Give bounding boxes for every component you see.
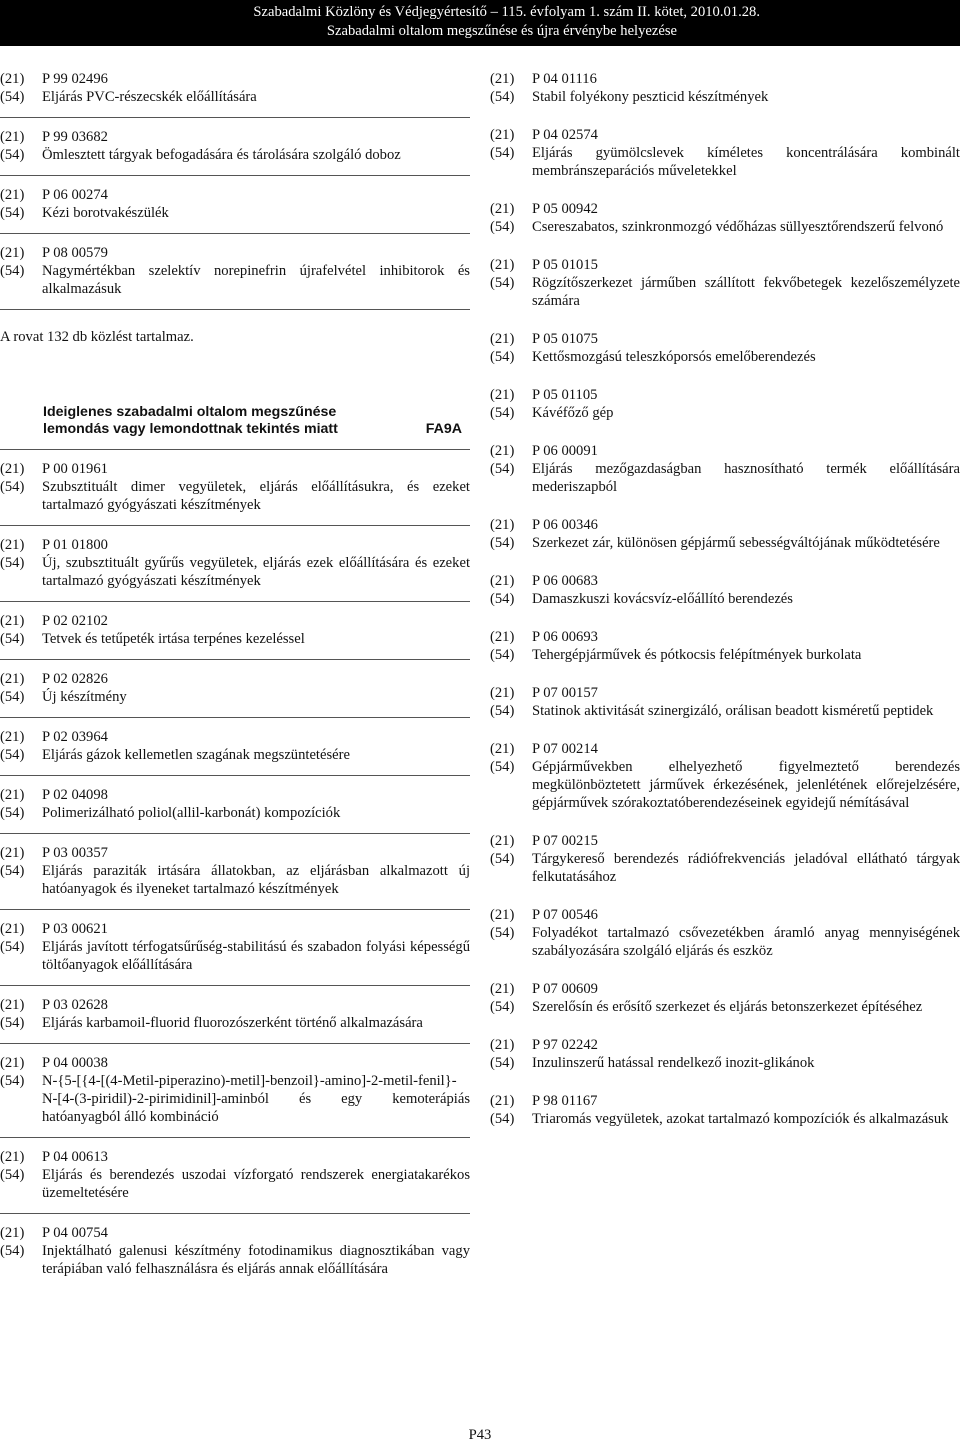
patent-title: Damaszkuszi kovácsvíz-előállító berendezés <box>532 591 793 607</box>
patent-title: Eljárás gázok kellemetlen szagának megszüntetésére <box>42 747 350 763</box>
patent-entry <box>490 330 960 366</box>
patent-number: P 98 01167 <box>532 1093 598 1109</box>
patent-entry <box>0 536 470 590</box>
divider <box>490 422 960 442</box>
patent-title: Eljárás gyümölcslevek kíméletes koncentrálására kombinált membránszeparációs műveletekkel <box>532 145 960 179</box>
patent-title: Csereszabatos, szinkronmozgó védőházas süllyesztőrendszerű felvonó <box>532 219 944 235</box>
divider <box>0 233 470 234</box>
patent-entry <box>490 684 960 720</box>
divider <box>490 608 960 628</box>
field-code-54: (54) <box>490 591 515 607</box>
section-heading-line2: lemondás vagy lemondottnak tekintés miatt <box>43 421 338 437</box>
divider <box>0 525 470 526</box>
patent-title: Új, szubsztituált gyűrűs vegyületek, eljárás ezek előállítására és ezeket tartalmazó gyógyászati készítmények <box>42 555 470 589</box>
patent-entry <box>490 740 960 812</box>
divider <box>0 175 470 176</box>
field-code-54: (54) <box>490 89 515 105</box>
field-code-54: (54) <box>490 349 515 365</box>
divider <box>0 909 470 910</box>
patent-entry <box>0 128 470 164</box>
patent-entry <box>0 670 470 706</box>
divider <box>490 960 960 980</box>
field-code-21: (21) <box>0 787 25 803</box>
patent-entry <box>490 126 960 180</box>
patent-entry <box>0 460 470 514</box>
section-title: Szabadalmi oltalom megszűnése és újra érvénybe helyezése <box>326 23 677 39</box>
patent-number: P 02 03964 <box>42 729 108 745</box>
patent-title: Gépjárművekben elhelyezhető figyelmeztető berendezés megkülönböztetett járművek érkezésének, jelenlétének előrejelzésére, gépjárművek szórakoztatóberendezéseinek egyidejű némításával <box>532 759 960 811</box>
patent-number: P 05 01075 <box>532 331 598 347</box>
patent-title: Szubsztituált dimer vegyületek, eljárás előállításukra, és ezeket tartalmazó gyógyászati készítmények <box>42 479 470 513</box>
field-code-54: (54) <box>490 1111 515 1127</box>
patent-title: Eljárás karbamoil-fluorid fluorozószerként történő alkalmazására <box>42 1015 423 1031</box>
patent-title: Triaromás vegyületek, azokat tartalmazó kompozíciók és alkalmazásuk <box>532 1111 949 1127</box>
patent-number: P 04 01116 <box>532 71 597 87</box>
field-code-54: (54) <box>0 1167 25 1183</box>
patent-number: P 04 00038 <box>42 1055 108 1071</box>
patent-number: P 05 01105 <box>532 387 598 403</box>
patent-title: Eljárás PVC-részecskék előállítására <box>42 89 257 105</box>
patent-entry <box>0 70 470 106</box>
patent-number: P 00 01961 <box>42 461 108 477</box>
patent-title: Tetvek és tetűpeték irtása terpénes kezeléssel <box>42 631 305 647</box>
field-code-21: (21) <box>0 997 25 1013</box>
field-code-21: (21) <box>490 443 515 459</box>
patent-number: P 07 00157 <box>532 685 598 701</box>
field-code-21: (21) <box>490 71 515 87</box>
patent-title: Ömlesztett tárgyak befogadására és tárolására szolgáló doboz <box>42 147 401 163</box>
field-code-54: (54) <box>490 703 515 719</box>
field-code-54: (54) <box>0 1073 25 1089</box>
left-column <box>0 70 470 1278</box>
field-code-54: (54) <box>490 145 515 161</box>
field-code-21: (21) <box>490 833 515 849</box>
field-code-54: (54) <box>0 805 25 821</box>
patent-number: P 07 00546 <box>532 907 598 923</box>
patent-title: Eljárás javított térfogatsűrűség-stabilitású és szabadon folyási képességű töltőanyagok előállítására <box>42 939 470 973</box>
patent-number: P 97 02242 <box>532 1037 598 1053</box>
field-code-21: (21) <box>0 1149 25 1165</box>
divider <box>0 601 470 602</box>
patent-number: P 02 02102 <box>42 613 108 629</box>
patent-entry <box>490 832 960 886</box>
divider <box>490 236 960 256</box>
field-code-54: (54) <box>0 147 25 163</box>
patent-title: Inzulinszerű hatással rendelkező inozit-glikánok <box>532 1055 815 1071</box>
field-code-54: (54) <box>490 925 515 941</box>
field-code-21: (21) <box>0 1055 25 1071</box>
patent-number: P 07 00214 <box>532 741 598 757</box>
section-code: FA9A <box>425 421 462 437</box>
field-code-21: (21) <box>0 729 25 745</box>
field-code-54: (54) <box>0 863 25 879</box>
patent-number: P 06 00274 <box>42 187 108 203</box>
field-code-54: (54) <box>0 1015 25 1031</box>
field-code-21: (21) <box>0 845 25 861</box>
patent-title: Szerelősín és erősítő szerkezet és eljárás betonszerkezet építéséhez <box>532 999 923 1015</box>
patent-entry <box>490 442 960 496</box>
field-code-21: (21) <box>0 245 25 261</box>
field-code-21: (21) <box>490 1037 515 1053</box>
field-code-21: (21) <box>0 671 25 687</box>
page-header <box>0 0 960 46</box>
patent-title: N-{5-[{4-[(4-Metil-piperazino)-metil]-benzoil}-amino]-2-metil-fenil}-N-[4-(3-piridil)-2-pirimidinil]-aminból és egy kemoterápiás hatóanyagból álló kombináció <box>42 1073 470 1125</box>
patent-entry <box>490 906 960 960</box>
divider <box>490 552 960 572</box>
field-code-54: (54) <box>490 275 515 291</box>
patent-title: Tehergépjárművek és pótkocsis felépítmények burkolata <box>532 647 862 663</box>
patent-number: P 03 02628 <box>42 997 108 1013</box>
divider <box>490 310 960 330</box>
left-top-entries <box>0 70 470 298</box>
divider <box>0 309 470 310</box>
divider <box>0 833 470 834</box>
section-count-note: A rovat 132 db közlést tartalmaz. <box>0 329 194 345</box>
patent-entry <box>0 996 470 1032</box>
field-code-54: (54) <box>490 759 515 775</box>
field-code-54: (54) <box>0 1243 25 1259</box>
patent-title: Nagymértékban szelektív norepinefrin újrafelvétel inhibitorok és alkalmazásuk <box>42 263 470 297</box>
patent-entry <box>490 516 960 552</box>
field-code-21: (21) <box>0 129 25 145</box>
divider <box>0 985 470 986</box>
field-code-21: (21) <box>490 629 515 645</box>
field-code-21: (21) <box>490 257 515 273</box>
patent-entry <box>490 200 960 236</box>
field-code-54: (54) <box>0 631 25 647</box>
divider <box>490 886 960 906</box>
field-code-21: (21) <box>490 517 515 533</box>
patent-number: P 04 02574 <box>532 127 598 143</box>
field-code-21: (21) <box>490 573 515 589</box>
patent-entry <box>0 1148 470 1202</box>
field-code-21: (21) <box>0 1225 25 1241</box>
patent-number: P 08 00579 <box>42 245 108 261</box>
field-code-21: (21) <box>490 1093 515 1109</box>
field-code-54: (54) <box>490 405 515 421</box>
field-code-21: (21) <box>0 537 25 553</box>
field-code-54: (54) <box>490 535 515 551</box>
patent-title: Polimerizálható poliol(allil-karbonát) kompozíciók <box>42 805 341 821</box>
patent-title: Eljárás mezőgazdaságban hasznosítható termék előállítására mederiszapból <box>532 461 960 495</box>
patent-entry <box>490 386 960 422</box>
field-code-54: (54) <box>0 747 25 763</box>
patent-title: Tárgykereső berendezés rádiófrekvenciás jeladóval ellátható tárgyak felkutatásához <box>532 851 960 885</box>
patent-title: Kézi borotvakészülék <box>42 205 169 221</box>
patent-number: P 05 00942 <box>532 201 598 217</box>
page-number: P43 <box>468 1427 492 1443</box>
field-code-21: (21) <box>490 331 515 347</box>
patent-number: P 07 00215 <box>532 833 598 849</box>
field-code-21: (21) <box>490 907 515 923</box>
field-code-54: (54) <box>0 555 25 571</box>
patent-entry <box>0 728 470 764</box>
patent-number: P 05 01015 <box>532 257 598 273</box>
divider <box>490 664 960 684</box>
divider <box>0 717 470 718</box>
field-code-21: (21) <box>0 71 25 87</box>
divider <box>0 449 470 450</box>
field-code-21: (21) <box>490 127 515 143</box>
section-heading-line1: Ideiglenes szabadalmi oltalom megszűnése <box>43 404 337 420</box>
patent-entry <box>490 572 960 608</box>
patent-entry <box>0 1224 470 1278</box>
patent-entry <box>0 612 470 648</box>
patent-title: Kávéfőző gép <box>532 405 614 421</box>
patent-entry <box>0 1054 470 1126</box>
patent-number: P 02 04098 <box>42 787 108 803</box>
field-code-21: (21) <box>0 613 25 629</box>
field-code-21: (21) <box>490 201 515 217</box>
field-code-21: (21) <box>0 921 25 937</box>
field-code-54: (54) <box>0 479 25 495</box>
patent-number: P 06 00091 <box>532 443 598 459</box>
patent-number: P 99 03682 <box>42 129 108 145</box>
field-code-21: (21) <box>490 741 515 757</box>
divider <box>0 775 470 776</box>
field-code-21: (21) <box>0 461 25 477</box>
patent-number: P 03 00621 <box>42 921 108 937</box>
divider <box>0 117 470 118</box>
patent-entry <box>490 256 960 310</box>
patent-title: Statinok aktivitását szinergizáló, orálisan beadott kisméretű peptidek <box>532 703 934 719</box>
divider <box>0 1213 470 1214</box>
patent-number: P 04 00754 <box>42 1225 108 1241</box>
patent-number: P 07 00609 <box>532 981 598 997</box>
divider <box>490 720 960 740</box>
left-main-entries <box>0 460 470 1278</box>
divider <box>0 1043 470 1044</box>
patent-title: Kettősmozgású teleszkóporsós emelőberendezés <box>532 349 816 365</box>
divider <box>490 812 960 832</box>
field-code-54: (54) <box>490 647 515 663</box>
patent-title: Injektálható galenusi készítmény fotodinamikus diagnosztikában vagy terápiában való felhasználásra és eljárás annak előállítására <box>42 1243 470 1277</box>
patent-entry <box>0 920 470 974</box>
field-code-54: (54) <box>490 219 515 235</box>
field-code-54: (54) <box>0 263 25 279</box>
divider <box>490 180 960 200</box>
patent-entry <box>0 786 470 822</box>
patent-title: Eljárás paraziták irtására állatokban, az eljárásban alkalmazott új hatóanyagok és ilyeneket tartalmazó készítmények <box>42 863 470 897</box>
journal-title: Szabadalmi Közlöny és Védjegyértesítő – 115. évfolyam 1. szám II. kötet, 2010.01.28. <box>253 4 760 20</box>
divider <box>490 496 960 516</box>
field-code-54: (54) <box>0 205 25 221</box>
patent-entry <box>0 244 470 298</box>
field-code-54: (54) <box>0 89 25 105</box>
patent-number: P 01 01800 <box>42 537 108 553</box>
patent-entry <box>490 628 960 664</box>
field-code-54: (54) <box>0 689 25 705</box>
field-code-54: (54) <box>0 939 25 955</box>
patent-number: P 99 02496 <box>42 71 108 87</box>
patent-entry <box>0 186 470 222</box>
divider <box>0 1137 470 1138</box>
patent-entry <box>490 1036 960 1072</box>
section-heading <box>0 404 470 449</box>
field-code-21: (21) <box>490 981 515 997</box>
divider <box>0 659 470 660</box>
patent-title: Szerkezet zár, különösen gépjármű sebességváltójának működtetésére <box>532 535 940 551</box>
field-code-21: (21) <box>0 187 25 203</box>
divider <box>490 1016 960 1036</box>
field-code-54: (54) <box>490 999 515 1015</box>
patent-number: P 04 00613 <box>42 1149 108 1165</box>
patent-title: Folyadékot tartalmazó csővezetékben áramló anyag mennyiségének szabályozására szolgáló eljárás és eszköz <box>532 925 960 959</box>
field-code-54: (54) <box>490 461 515 477</box>
patent-number: P 03 00357 <box>42 845 108 861</box>
field-code-21: (21) <box>490 685 515 701</box>
patent-entry <box>0 844 470 898</box>
field-code-54: (54) <box>490 1055 515 1071</box>
patent-title: Új készítmény <box>42 689 127 705</box>
field-code-21: (21) <box>490 387 515 403</box>
patent-number: P 06 00683 <box>532 573 598 589</box>
patent-number: P 02 02826 <box>42 671 108 687</box>
patent-title: Stabil folyékony peszticid készítmények <box>532 89 769 105</box>
right-entries <box>490 70 960 1128</box>
right-column <box>490 70 960 1128</box>
patent-title: Rögzítőszerkezet járműben szállított fekvőbetegek kezelőszemélyzete számára <box>532 275 960 309</box>
patent-number: P 06 00346 <box>532 517 598 533</box>
field-code-54: (54) <box>490 851 515 867</box>
patent-entry <box>490 980 960 1016</box>
patent-number: P 06 00693 <box>532 629 598 645</box>
divider <box>490 106 960 126</box>
patent-entry <box>490 1092 960 1128</box>
patent-title: Eljárás és berendezés uszodai vízforgató rendszerek energiatakarékos üzemeltetésére <box>42 1167 470 1201</box>
divider <box>490 366 960 386</box>
patent-entry <box>490 70 960 106</box>
divider <box>490 1072 960 1092</box>
